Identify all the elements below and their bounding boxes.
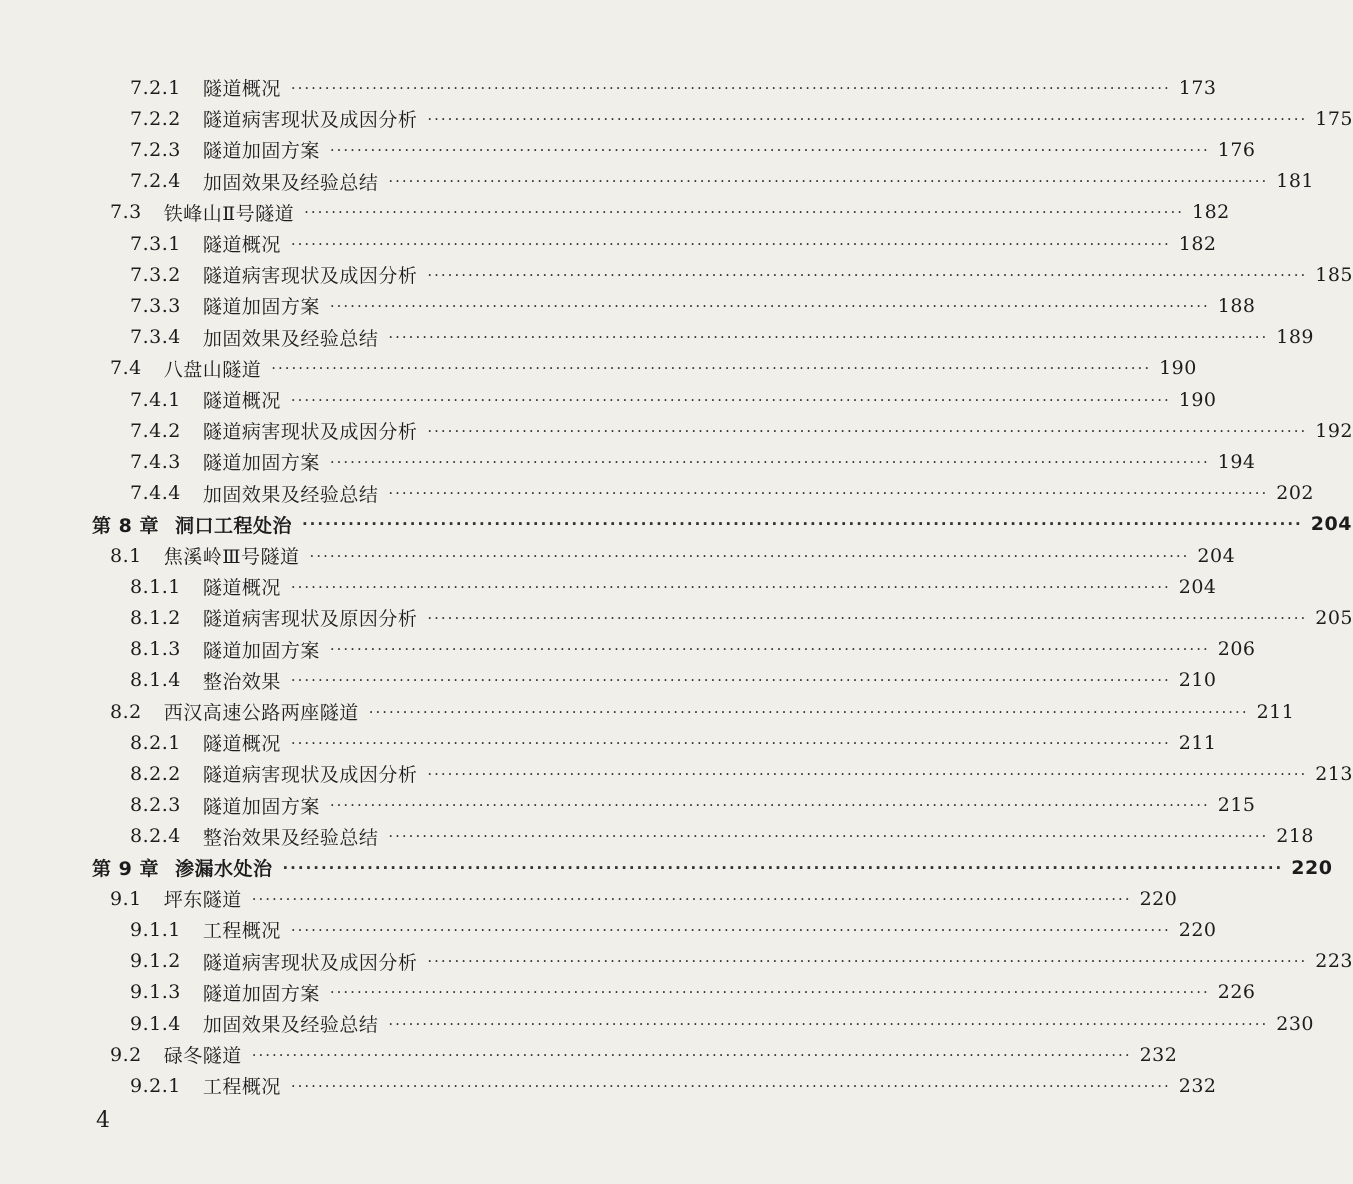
- toc-entry-number: 8.1.2: [130, 606, 181, 629]
- toc-entry-title: 西汉高速公路两座隧道: [163, 702, 359, 724]
- toc-entry-page: 176: [1217, 138, 1256, 161]
- dot-leader: [369, 703, 1249, 721]
- toc-entry-page: 220: [1291, 856, 1333, 879]
- toc-entry-number: 7.3.1: [130, 232, 181, 255]
- toc-entry-page: 220: [1178, 918, 1217, 941]
- toc-entry-title: 隧道加固方案: [202, 795, 320, 818]
- toc-entry-page: 194: [1217, 450, 1256, 473]
- toc-entry-title: 工程概况: [202, 1076, 281, 1099]
- toc-entry-number: 8.2.4: [130, 825, 181, 848]
- toc-entry-number: 7.3.3: [130, 294, 181, 317]
- dot-leader: [330, 141, 1210, 159]
- toc-entry: [0, 290, 1256, 321]
- toc-entry: [0, 353, 1197, 384]
- dot-leader: [330, 983, 1210, 1001]
- toc-entry-title: 隧道加固方案: [202, 639, 320, 662]
- toc-entry: [0, 509, 1352, 540]
- toc-entry: [0, 540, 1236, 571]
- toc-entry-title: 洞口工程处治: [174, 514, 292, 537]
- dot-leader: [291, 391, 1171, 409]
- toc-entry: [0, 228, 1217, 259]
- toc-entry-title: 隧道病害现状及成因分析: [202, 764, 418, 787]
- dot-leader: [291, 921, 1171, 939]
- toc-entry-number: 9.2.1: [130, 1074, 181, 1097]
- toc-entry-title: 隧道加固方案: [202, 982, 320, 1005]
- toc-entry: [0, 197, 1230, 228]
- toc-entry-number: 7.2.1: [130, 76, 181, 99]
- toc-entry-title: 隧道概况: [202, 577, 281, 600]
- toc-entry-page: 205: [1315, 606, 1353, 629]
- toc-entry-title: 隧道病害现状及成因分析: [202, 109, 418, 132]
- toc-entry-number: 第 9 章: [92, 858, 159, 880]
- toc-entry-number: 7.4.4: [130, 482, 181, 505]
- toc-entry-title: 整治效果: [202, 670, 281, 693]
- toc-entry-number: 8.1.4: [130, 669, 181, 692]
- toc-entry-page: 223: [1315, 950, 1353, 973]
- toc-entry: [0, 634, 1256, 665]
- toc-entry-page: 190: [1178, 388, 1217, 411]
- toc-entry-number: 7.3.4: [130, 326, 181, 349]
- toc-entry-title: 隧道病害现状及成因分析: [202, 265, 418, 288]
- toc-entry: [0, 72, 1217, 103]
- toc-entry-title: 加固效果及经验总结: [202, 171, 379, 194]
- toc-entry: [0, 415, 1353, 446]
- toc-entry-number: 7.3: [110, 201, 142, 224]
- toc-entry-number: 8.2.3: [130, 794, 181, 817]
- toc-entry-page: 182: [1192, 201, 1230, 224]
- toc-entry-number: 8.1.3: [130, 638, 181, 661]
- toc-entry-number: 7.4.3: [130, 450, 181, 473]
- dot-leader: [388, 172, 1268, 190]
- toc-entry: [0, 883, 1178, 914]
- toc-entry: [0, 478, 1314, 509]
- toc-entry-title: 隧道加固方案: [202, 296, 320, 319]
- toc-entry: [0, 322, 1314, 353]
- dot-leader: [310, 547, 1190, 565]
- toc-entry-page: 175: [1315, 107, 1353, 130]
- toc-entry-title: 铁峰山Ⅱ号隧道: [163, 202, 295, 225]
- toc-entry-page: 192: [1315, 419, 1353, 442]
- toc-entry-page: 204: [1197, 544, 1236, 567]
- dot-leader: [252, 1046, 1132, 1064]
- toc-entry-page: 230: [1276, 1012, 1314, 1035]
- toc-entry: [0, 977, 1256, 1008]
- toc-entry-title: 焦溪岭Ⅲ号隧道: [163, 546, 300, 568]
- toc-entry: [0, 727, 1217, 758]
- toc-entry: [0, 446, 1256, 477]
- toc-entry: [0, 665, 1217, 696]
- toc-entry: [0, 259, 1353, 290]
- dot-leader: [291, 235, 1171, 253]
- dot-leader: [291, 79, 1171, 97]
- toc-entry-page: 218: [1276, 825, 1314, 848]
- toc-entry-page: 182: [1178, 232, 1217, 255]
- dot-leader: [427, 110, 1307, 128]
- toc-entry-page: 226: [1217, 981, 1256, 1004]
- dot-leader: [388, 484, 1268, 502]
- toc-entry-page: 181: [1276, 170, 1314, 193]
- dot-leader: [427, 609, 1307, 627]
- toc-entry-title: 坪东隧道: [163, 889, 242, 912]
- toc-entry: [0, 1070, 1217, 1101]
- toc-entry-title: 工程概况: [202, 920, 281, 943]
- toc-entry-title: 隧道概况: [202, 234, 281, 256]
- toc-entry: [0, 758, 1353, 789]
- toc-entry-page: 204: [1178, 575, 1217, 598]
- dot-leader: [291, 734, 1171, 752]
- dot-leader: [427, 765, 1307, 783]
- toc-entry-title: 渗漏水处治: [174, 858, 273, 880]
- toc-entry: [0, 571, 1217, 602]
- toc-entry-number: 7.2.4: [130, 170, 181, 193]
- toc-entry-page: 173: [1178, 76, 1217, 99]
- toc-entry: [0, 914, 1217, 945]
- toc-entry-number: 9.2: [110, 1043, 142, 1066]
- dot-leader: [388, 1015, 1268, 1033]
- dot-leader: [271, 359, 1151, 377]
- dot-leader: [302, 515, 1303, 533]
- dot-leader: [282, 859, 1283, 877]
- toc-entry-page: 188: [1217, 294, 1256, 317]
- toc-entry-number: 7.4.2: [130, 419, 181, 442]
- toc-entry-title: 隧道病害现状及原因分析: [202, 608, 418, 631]
- toc-entry-page: 190: [1159, 357, 1197, 380]
- toc-entry: [0, 166, 1314, 197]
- toc-entry-number: 7.4: [110, 357, 142, 380]
- toc-entry-page: 206: [1217, 638, 1256, 661]
- dot-leader: [427, 266, 1307, 284]
- toc-entry-title: 隧道加固方案: [202, 452, 320, 475]
- toc-entry-number: 9.1.4: [130, 1012, 181, 1035]
- dot-leader: [330, 796, 1210, 814]
- toc-entry-page: 213: [1315, 762, 1353, 785]
- dot-leader: [291, 671, 1171, 689]
- dot-leader: [330, 640, 1210, 658]
- toc-entry-number: 8.2: [110, 700, 142, 723]
- toc-entry-number: 7.4.1: [130, 388, 181, 411]
- toc-entry-number: 8.1: [110, 544, 142, 567]
- toc-entry-number: 8.1.1: [130, 575, 181, 598]
- toc-entry: [0, 852, 1333, 883]
- dot-leader: [291, 1077, 1171, 1095]
- page-number: 4: [96, 1108, 110, 1133]
- toc-entry-number: 7.3.2: [130, 263, 181, 286]
- toc-entry-title: 隧道加固方案: [202, 140, 320, 163]
- toc-entry-title: 隧道病害现状及成因分析: [202, 951, 418, 974]
- toc-entry-page: 210: [1178, 669, 1217, 692]
- toc-entry-title: 八盘山隧道: [163, 358, 262, 381]
- toc-entry-number: 9.1.1: [130, 918, 181, 941]
- toc-entry-title: 碌冬隧道: [163, 1045, 242, 1068]
- dot-leader: [427, 952, 1307, 970]
- toc-entry: [0, 790, 1256, 821]
- toc-entry: [0, 1039, 1178, 1070]
- toc-entry-title: 加固效果及经验总结: [202, 483, 379, 506]
- dot-leader: [427, 422, 1307, 440]
- toc-entry-number: 9.1: [110, 887, 142, 910]
- toc-entry-number: 7.2.2: [130, 107, 181, 130]
- toc-entry-page: 204: [1310, 513, 1352, 536]
- dot-leader: [388, 827, 1268, 845]
- toc-entry-title: 整治效果及经验总结: [202, 826, 379, 849]
- toc-entry-title: 隧道概况: [202, 78, 281, 100]
- toc-entry-page: 215: [1217, 794, 1256, 817]
- dot-leader: [304, 203, 1184, 221]
- toc-entry-number: 8.2.2: [130, 762, 181, 785]
- toc-entry-number: 7.2.3: [130, 138, 181, 161]
- toc-entry: [0, 696, 1295, 727]
- toc-entry: [0, 602, 1353, 633]
- dot-leader: [252, 890, 1132, 908]
- toc-entry: [0, 384, 1217, 415]
- toc-entry-page: 211: [1178, 731, 1217, 754]
- toc-entry-page: 189: [1276, 326, 1314, 349]
- toc-entry-page: 185: [1315, 263, 1353, 286]
- toc-entry-page: 220: [1139, 887, 1178, 910]
- toc-entry-title: 隧道概况: [202, 733, 281, 756]
- dot-leader: [330, 453, 1210, 471]
- dot-leader: [291, 578, 1171, 596]
- toc-entry-number: 第 8 章: [92, 514, 159, 537]
- toc-entry-title: 隧道病害现状及成因分析: [202, 421, 418, 444]
- toc-entry: [0, 134, 1256, 165]
- toc-entry: [0, 946, 1353, 977]
- toc-entry-title: 加固效果及经验总结: [202, 327, 379, 350]
- toc-entry-number: 9.1.3: [130, 981, 181, 1004]
- toc-entry-page: 211: [1256, 700, 1295, 723]
- toc-entry-page: 232: [1139, 1043, 1178, 1066]
- toc-entry: [0, 821, 1314, 852]
- toc-entry-page: 232: [1178, 1074, 1217, 1097]
- toc-entry-title: 加固效果及经验总结: [202, 1014, 379, 1036]
- toc-entry-number: 8.2.1: [130, 731, 181, 754]
- toc-entry: [0, 103, 1353, 134]
- toc-entry-title: 隧道概况: [202, 390, 281, 412]
- dot-leader: [330, 297, 1210, 315]
- toc-entry: [0, 1008, 1314, 1039]
- toc-entry-number: 9.1.2: [130, 950, 181, 973]
- toc-entry-page: 202: [1276, 482, 1314, 505]
- dot-leader: [388, 328, 1268, 346]
